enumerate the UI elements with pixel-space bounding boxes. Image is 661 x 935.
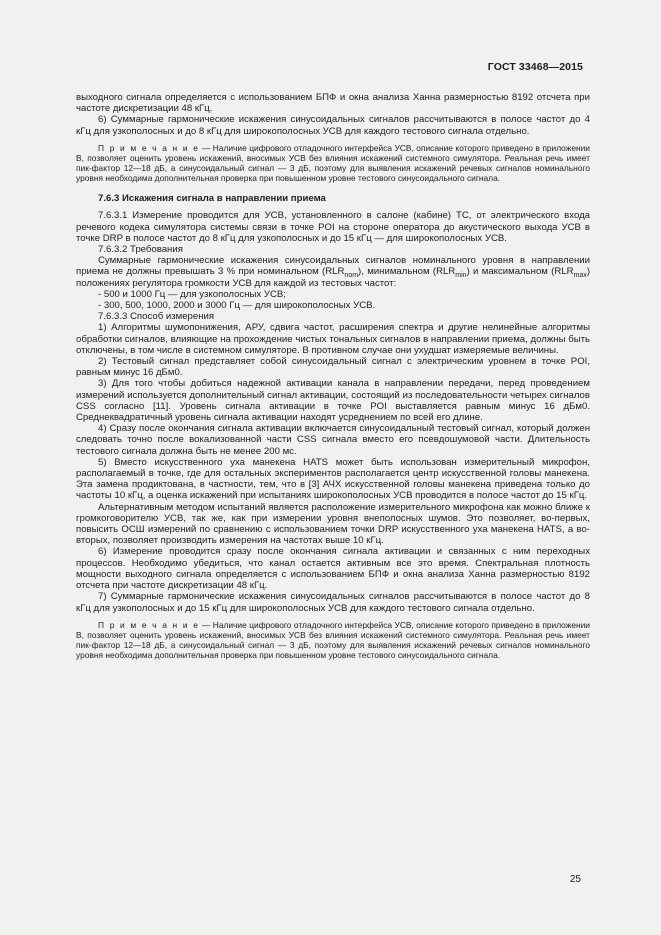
paragraph-7-6-3-3: 7.6.3.3 Способ измерения [98, 311, 215, 323]
page-body [76, 92, 590, 660]
note-label: П р и м е ч а н и е [98, 619, 200, 630]
req-text-d: ) положениях регулятора громкости УСВ для каждой из тестовых частот: [76, 266, 591, 289]
paragraph-item-6: 6) Суммарные гармонические искажения синусоидальных сигналов рассчитываются в полосе частот до 4 кГц для узкополосных и до 8 кГц для широкополосных УСВ для каждого тестового сигнала отдельно. [76, 114, 590, 137]
note-text: — Наличие цифрового отладочного интерфейса УСВ, описание которого приведено в приложении В, позволяет оценить уровень искажений, вносимых УСВ без влияния искажений системного симулятора. Реальная речь имеет пик-фактор 12—18 дБ, а синусоидальный сигнал — 3 дБ, поэтому для выявления искажений речевых сигналов номинального уровня необходима дополнительная проверка при повышенном уровне тестового синусоидального сигнала. [76, 619, 590, 660]
note-block-1 [76, 143, 590, 183]
page-number: 25 [569, 874, 581, 885]
req-text-a: Суммарные гармонические искажения синусоидальных сигналов номинального уровня в направлении приема не должны превышать 3 % при номинальном (RLR [76, 255, 590, 278]
note-text: — Наличие цифрового отладочного интерфейса УСВ, описание которого приведено в приложении В, позволяет оценить уровень искажений, вносимых УСВ без влияния искажений системного симулятора. Реальная речь имеет пик-фактор 12—18 дБ, а синусоидальный сигнал — 3 дБ, поэтому для выявления искажений речевых сигналов номинального уровня необходима дополнительная проверка при повышенном уровне тестового синусоидального сигнала. [76, 142, 590, 184]
section-heading-7-6-3: 7.6.3 Искажения сигнала в направлении приема [98, 193, 326, 205]
method-step-3: 3) Для того чтобы добиться надежной активации канала в направлении передачи, перед проведением измерений используется дополнительный сигнал активации, состоящий из последовательности четырех сигналов CSS согласно [11]. Уровень сигнала активации в точке POI выставляется равным минус 16 дБм0. Среднеквадратичный уровень сигнала активации находят усреднением по всей его длине. [76, 378, 590, 424]
method-step-2: 2) Тестовый сигнал представляет собой синусоидальный сигнал с электрическим уровнем в точке POI, равным минус 16 дБм0. [76, 356, 590, 379]
note-block-2 [76, 620, 590, 660]
req-text-c: ) и максимальном (RLR [466, 266, 574, 278]
note-label: П р и м е ч а н и е [98, 142, 200, 153]
sub-max: max [573, 272, 587, 280]
method-step-1: 1) Алгоритмы шумопонижения, АРУ, сдвига частот, расширения спектра и другие нелинейные алгоритмы обработки сигналов, влияющие на прохождение чистых тональных сигналов в направлении приема, должны быть отключены, в том числе в системном симуляторе. В противном случае они ухудшат измеряемые величины. [76, 322, 590, 356]
sub-nom: nom [344, 272, 359, 280]
paragraph-7-6-3-2: 7.6.3.2 Требования [98, 244, 183, 255]
method-step-7: 7) Суммарные гармонические искажения синусоидальных сигналов рассчитываются в полосе частот до 8 кГц для узкополосных и до 15 кГц для широкополосных УСВ для каждого тестового сигнала отдельно. [76, 591, 590, 614]
frequency-list-item-2: - 300, 500, 1000, 2000 и 3000 Гц — для широкополосных УСВ. [98, 300, 376, 312]
paragraph-continuation: выходного сигнала определяется с использованием БПФ и окна анализа Ханна размерностью 8192 отсчета при частоте дискретизации 48 кГц. [76, 92, 590, 115]
method-step-6: 6) Измерение проводится сразу после окончания сигнала активации и связанных с ним переходных процессов. Необходимо убедиться, что канал остается активным все это время. Спектральная плотность мощности выходного сигнала определяется с использованием БПФ и окна анализа Ханна размерностью 8192 отсчета при частоте дискретизации 48 кГц. [76, 546, 590, 592]
method-step-5: 5) Вместо искусственного уха манекена HATS может быть использован измерительный микрофон, располагаемый в точке, где для остальных экспериментов располагается центр искусственной головы манекена. Эта замена продиктована, в частности, тем, что в [3] АЧХ искусственной головы манекена приведена только до частоты 10 кГц, а оценка искажений при испытаниях широкополосных УСВ проводится в полосе частот до 15 кГц. [76, 456, 590, 502]
requirements-paragraph [76, 255, 590, 289]
paragraph-7-6-3-1: 7.6.3.1 Измерение проводится для УСВ, установленного в салоне (кабине) ТС, от электрического входа речевого кодека симулятора системы связи в точке POI на стороне оператора до акустического выхода УСВ в точке DRP в полосе частот до 8 кГц для узкополосных и до 15 кГц — для широкополосных УСВ. [76, 210, 590, 244]
sub-min: min [455, 272, 467, 280]
req-text-b: ), минимальном (RLR [358, 266, 456, 278]
alternative-method: Альтернативным методом испытаний является расположение измерительного микрофона как можно ближе к громкоговорителю УСВ, так же, как при измерении уровня внеполосных шумов. Это позволяет, во-первых, повысить ОСШ измерений по сравнению с использованием точки DRP искусственного уха манекена HATS, а во-вторых, позволяет производить измерения на частотах выше 10 кГц. [76, 501, 590, 547]
frequency-list-item-1: - 500 и 1000 Гц — для узкополосных УСВ; [98, 288, 286, 300]
method-step-4: 4) Сразу после окончания сигнала активации включается синусоидальный тестовый сигнал, который должен следовать точно после вокализованной части CSS сигнала вместо его псевдошумовой части. Длительность тестового сигнала должна быть не менее 200 мс. [76, 423, 590, 457]
standard-header: ГОСТ 33468—2015 [487, 61, 583, 73]
